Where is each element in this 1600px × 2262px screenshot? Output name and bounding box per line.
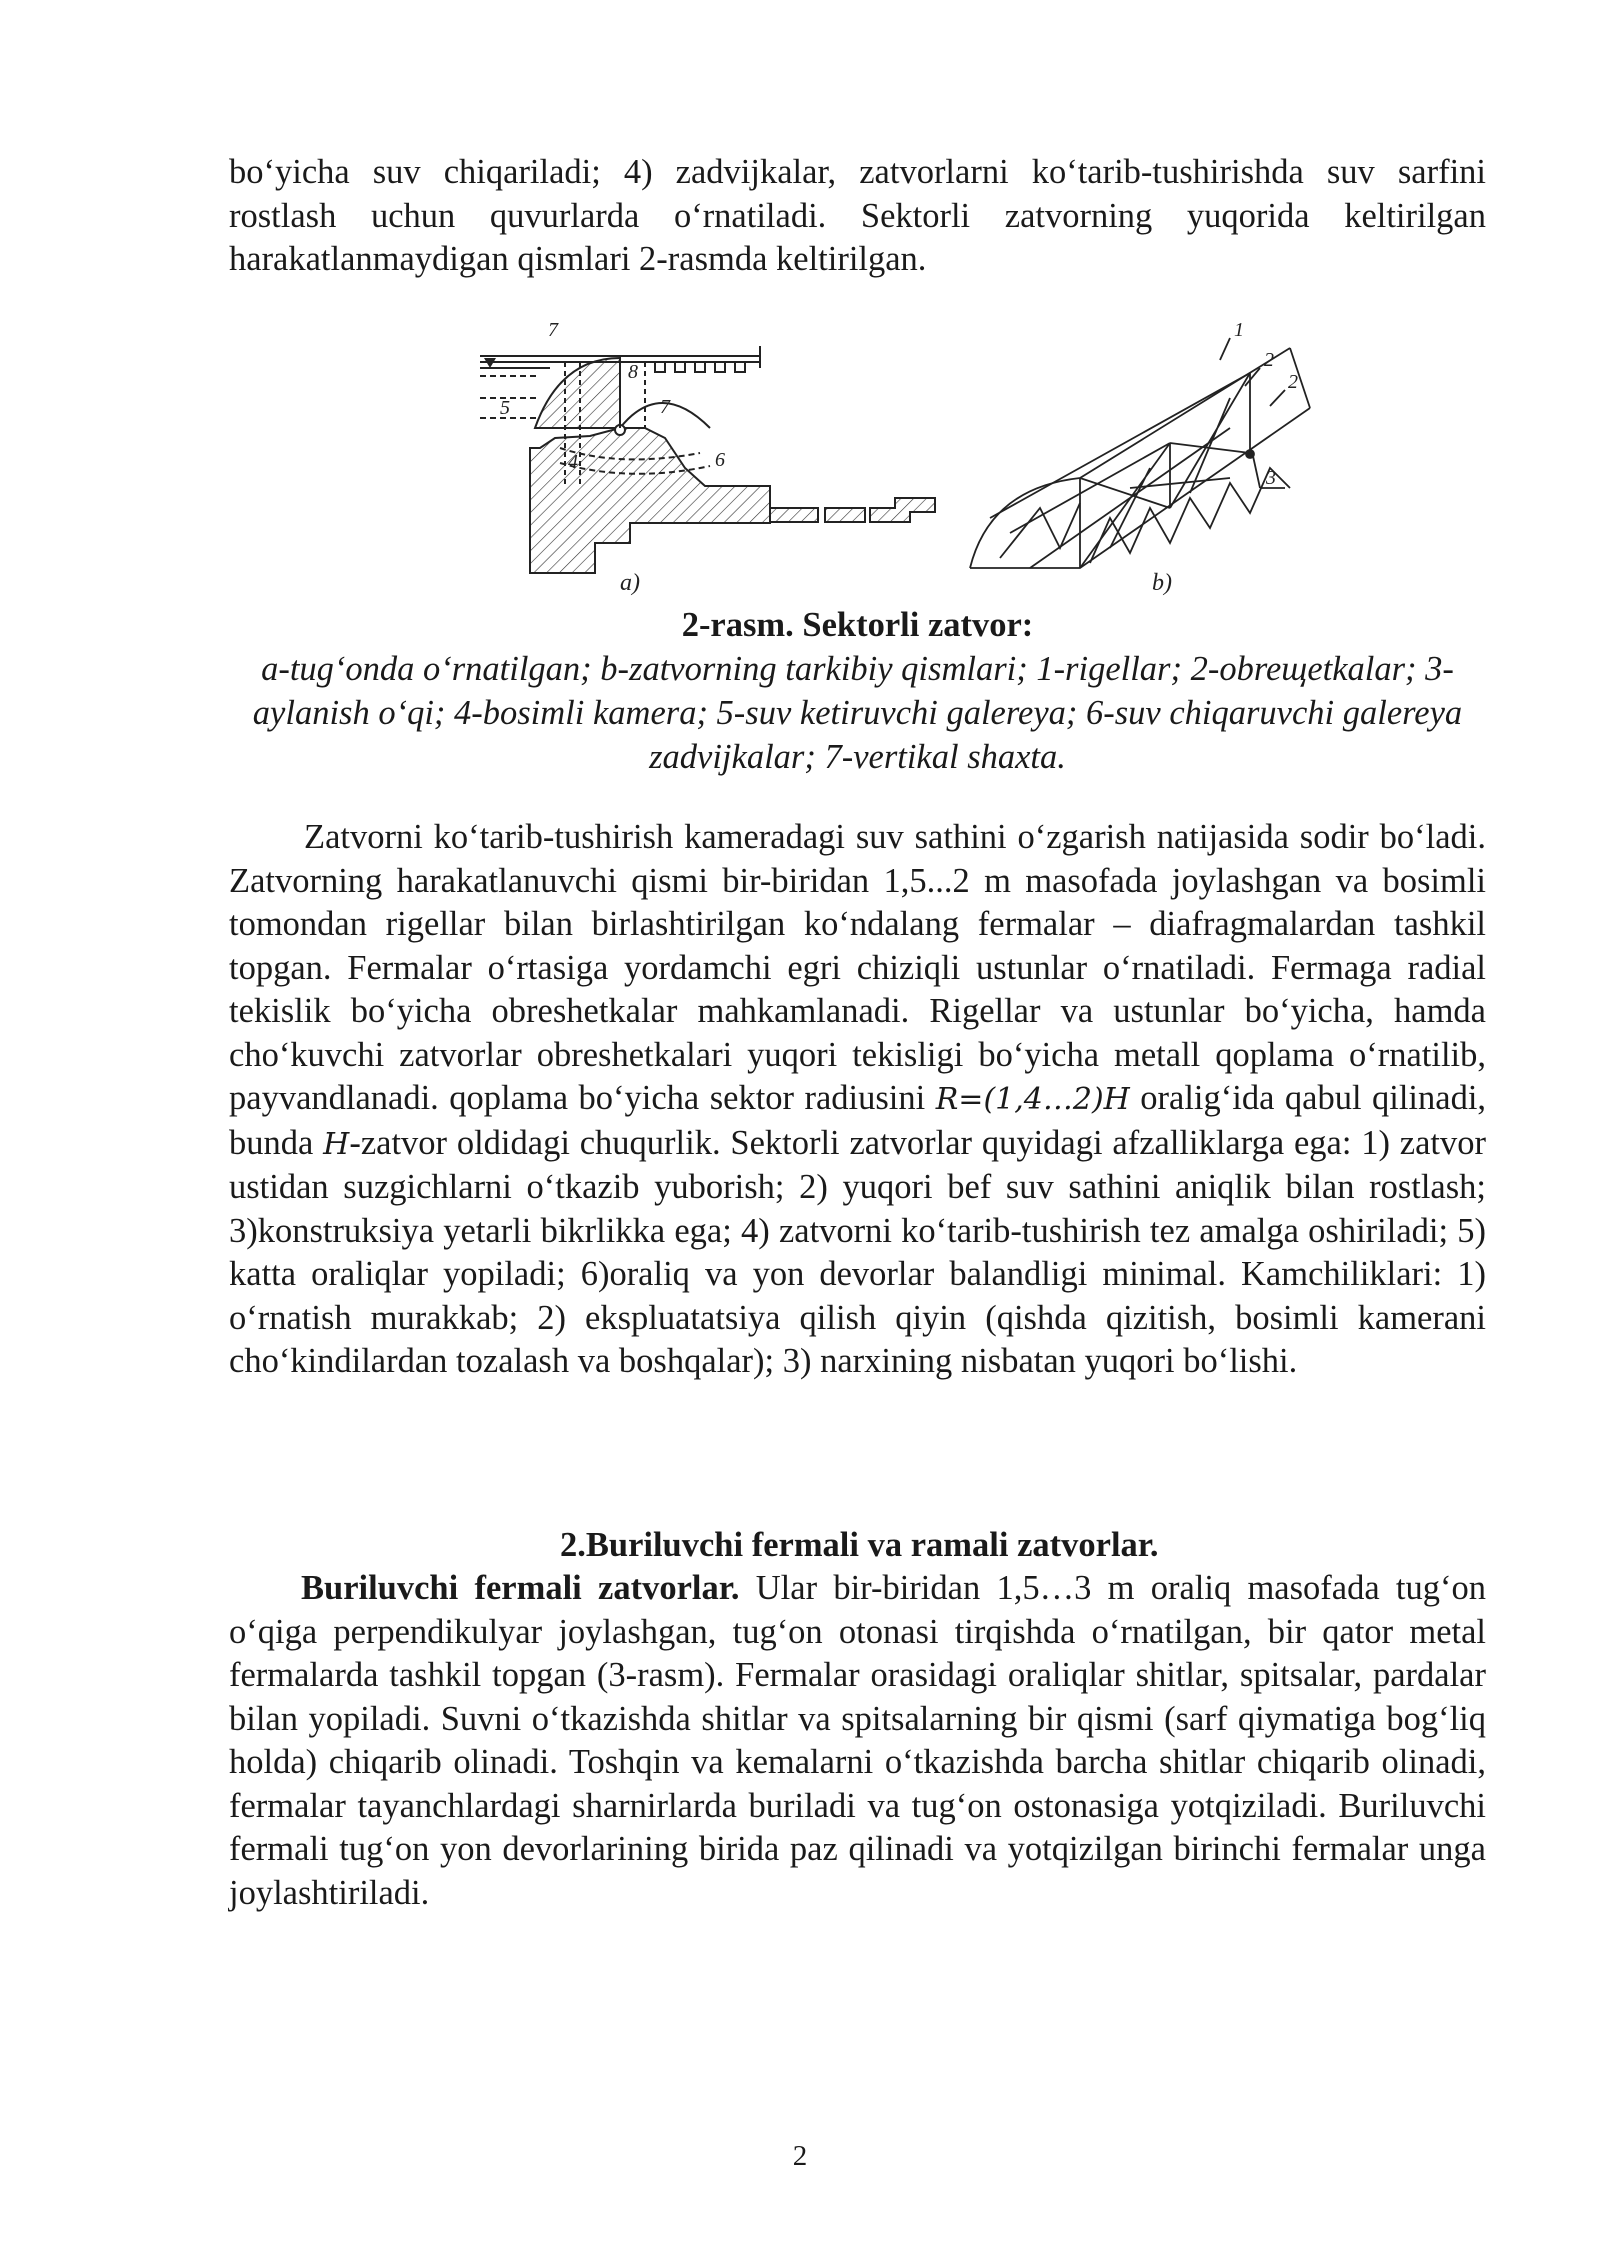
part-label-3: 3 bbox=[1266, 467, 1276, 489]
section-heading: 2.Buriluvchi fermali va ramali zatvorlar. bbox=[560, 1526, 1159, 1564]
paragraph-truss-gates-body: Ular bir-biridan 1,5…3 m oraliq masofada tug‘on o‘qiga perpendikulyar joylashgan, tug‘on otonasi tirqishda o‘rnatilgan, bir qator metal fermalarda tashkil topgan (3-rasm). Fermalar orasidagi oraliqlar shitlar, spitsalar, pardalar bilan yopiladi. Suvni o‘tkazishda shitlar va spitsalarning bir qismi (sarf qiymatiga bog‘liq holda) chiqarib olinadi. Toshqin va kemalarni o‘tkazishda barcha shitlar chiqarib olinadi, fermalar tayanchlardagi sharnirlarda buriladi va tug‘on ostonasiga yotqiziladi. Buriluvchi fermali tug‘on yon devorlarining birida paz qilinadi va yotqizilgan birinchi fermalar unga joylashtiriladi. bbox=[229, 1569, 1486, 1912]
formula-depth: H bbox=[323, 1126, 350, 1162]
part-label-7-top: 7 bbox=[548, 319, 558, 341]
part-label-4: 4 bbox=[568, 451, 578, 473]
part-label-1: 1 bbox=[1234, 319, 1244, 341]
paragraph-truss-gates bbox=[229, 1567, 1486, 1915]
paragraph-lead: Buriluvchi fermali zatvorlar. bbox=[301, 1569, 740, 1607]
figure-sublabel-a: a) bbox=[620, 570, 640, 596]
figure-sector-gate bbox=[470, 318, 1350, 598]
formula-radius: R=(1,4…2)H bbox=[935, 1082, 1130, 1117]
figure-drawing-b bbox=[970, 338, 1310, 568]
paragraph-intro: bo‘yicha suv chiqariladi; 4) zadvijkalar, zatvorlarni ko‘tarib-tushirishda suv sarfini rostlash uchun quvurlarda o‘rnatiladi. Sektorli zatvorning yuqorida keltirilgan harakatlanmaydigan qismlari 2-rasmda keltirilgan. bbox=[229, 153, 1486, 278]
figure-caption: a-tug‘onda o‘rnatilgan; b-zatvorning tarkibiy qismlari; 1-rigellar; 2-obreщetkalar; 3-aylanish o‘qi; 4-bosimli kamera; 5-suv ketiruvchi galereya; 6-suv chiqaruvchi galereya zadvijkalar; 7-vertikal shaxta. bbox=[252, 650, 1463, 776]
paragraph-sector-gate-text-3: -zatvor oldidagi chuqurlik. Sektorli zatvorlar quyidagi afzalliklarga ega: 1) zatvor ustidan suzgichlarni o‘tkazib yuborish; 2) yuqori bef suv sathini aniqlik bilan rostlash; 3)konstruksiya yetarli bikrlikka ega; 4) zatvorni ko‘tarib-tushirish tez amalga oshiriladi; 5) katta oraliqlar yopiladi; 6)oraliq va yon devorlar balandligi minimal. Kamchiliklari: 1) o‘rnatish murakkab; 2) ekspluatatsiya qilish qiyin (qishda qizitish, bosimli kamerani cho‘kindilardan tozalash va boshqalar); 3) narxining nisbatan yuqori bo‘lishi. bbox=[229, 1123, 1487, 1380]
part-label-2b: 2 bbox=[1288, 371, 1298, 393]
paragraph-sector-gate-text-1: Zatvorni ko‘tarib-tushirish kameradagi suv sathini o‘zgarish natijasida sodir bo‘ladi. Zatvorning harakatlanuvchi qismi bir-biridan 1,5...2 m masofada joylashgan va bosimli tomondan rigellar bilan birlashtirilgan ko‘ndalang fermalar – diafragmalardan tashkil topgan. Fermalar o‘rtasiga yordamchi egri chiziqli ustunlar o‘rnatiladi. Fermaga radial tekislik bo‘yicha obreshetkalar mahkamlanadi. Rigellar va ustunlar bo‘yicha, hamda cho‘kuvchi zatvorlar obreshetkalari yuqori tekisligi bo‘yicha metall qoplama o‘rnatilib, payvandlanadi. qoplama bo‘yicha sektor radiusini bbox=[229, 818, 1486, 1117]
figure-title: 2-rasm. Sektorli zatvor: bbox=[681, 606, 1034, 644]
part-label-8: 8 bbox=[628, 361, 638, 383]
part-label-7: 7 bbox=[660, 396, 670, 418]
paragraph-sector-gate bbox=[229, 816, 1486, 1384]
paragraph-sector-gate-text-2: oralig‘ida qabul qilinadi, bunda bbox=[229, 1079, 1487, 1162]
part-label-5: 5 bbox=[500, 397, 510, 419]
figure-sublabel-b: b) bbox=[1152, 570, 1172, 596]
figure-drawing-a bbox=[480, 346, 935, 573]
page-number: 2 bbox=[792, 2140, 808, 2172]
part-label-6: 6 bbox=[715, 449, 725, 471]
part-label-2a: 2 bbox=[1264, 349, 1274, 371]
